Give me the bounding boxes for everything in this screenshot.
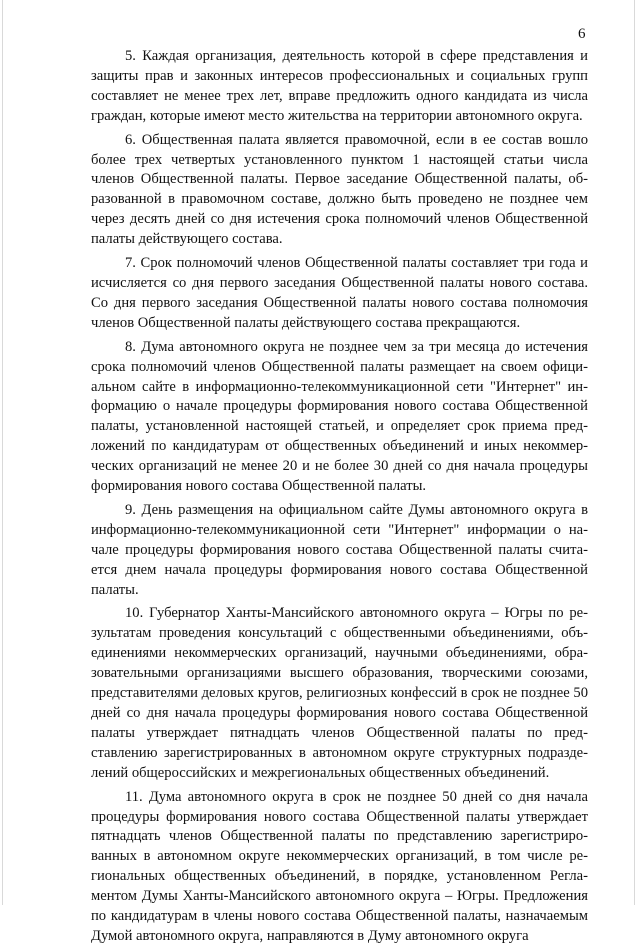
paragraph-11: 11. Дума автономного округа в срок не позднее 50 дней со дня начала процедуры формирования нового состава Общественной палаты утверждает пятнадцать членов Общественной палаты по представлению зарегистрированных в автономном округе некоммерческих организаций, в том числе региональных общественных объединений, в порядке, установленном Регламентом Думы Ханты-Мансийского автономного округа – Югры. Предложения по кандидатурам в члены нового состава Общественной палаты, назначаемым Думой автономного округа, направляются в Думу автономного округа xyxy=(91,788,588,944)
scan-edge-right xyxy=(634,0,635,905)
paragraph-5: 5. Каждая организация, деятельность которой в сфере представления и защиты прав и законных интересов профессиональных и социальных групп составляет не менее трех лет, вправе предложить одного кандидата из числа граждан, которые имеют место жительства на территории автономного округа. xyxy=(91,48,588,124)
paragraph-7: 7. Срок полномочий членов Общественной палаты составляет три года и исчисляется со дня первого заседания Общественной палаты нового состава. Со дня первого заседания Общественной палаты нового состава полномочия членов Общественной палаты действующего состава прекращаются. xyxy=(91,255,588,331)
page-number: 6 xyxy=(578,26,586,42)
scan-edge-left xyxy=(2,0,3,905)
paragraph-10: 10. Губернатор Ханты-Мансийского автономного округа – Югры по результатам проведения консультаций с общественными объединениями, объединениями некоммерческих организаций, научными объединениями, образовательными организациями высшего образования, творческими союзами, представителями деловых кругов, религиозных конфессий в срок не позднее 50 дней со дня начала процедуры формирования нового состава Общественной палаты утверждает пятнадцать членов Общественной палаты по представлению зарегистрированных в автономном округе структурных подразделений общероссийских и межрегиональных общественных объединений. xyxy=(91,605,588,781)
paragraph-6: 6. Общественная палата является правомочной, если в ее состав вошло более трех четвертых установленного пунктом 1 настоящей статьи числа членов Общественной палаты. Первое заседание Общественной палаты, образованной в правомочном составе, должно быть проведено не позднее чем через десять дней со дня истечения срока полномочий членов Общественной палаты действующего состава. xyxy=(91,131,588,248)
document-body xyxy=(91,47,588,951)
paragraph-9: 9. День размещения на официальном сайте Думы автономного округа в информационно-телекоммуникационной сети "Интернет" информации о начале процедуры формирования нового состава Общественной палаты считается днем начала процедуры формирования нового состава Общественной палаты. xyxy=(91,501,588,598)
paragraph-8: 8. Дума автономного округа не позднее чем за три месяца до истечения срока полномочий членов Общественной палаты размещает на своем официальном сайте в информационно-телекоммуникационной сети "Интернет" информацию о начале процедуры формирования нового состава Общественной палаты, установленной настоящей статьей, и определяет срок приема предложений по кандидатурам от общественных объединений и иных некоммерческих организаций не менее 20 и не более 30 дней со дня начала процедуры формирования нового состава Общественной палаты. xyxy=(91,338,588,495)
